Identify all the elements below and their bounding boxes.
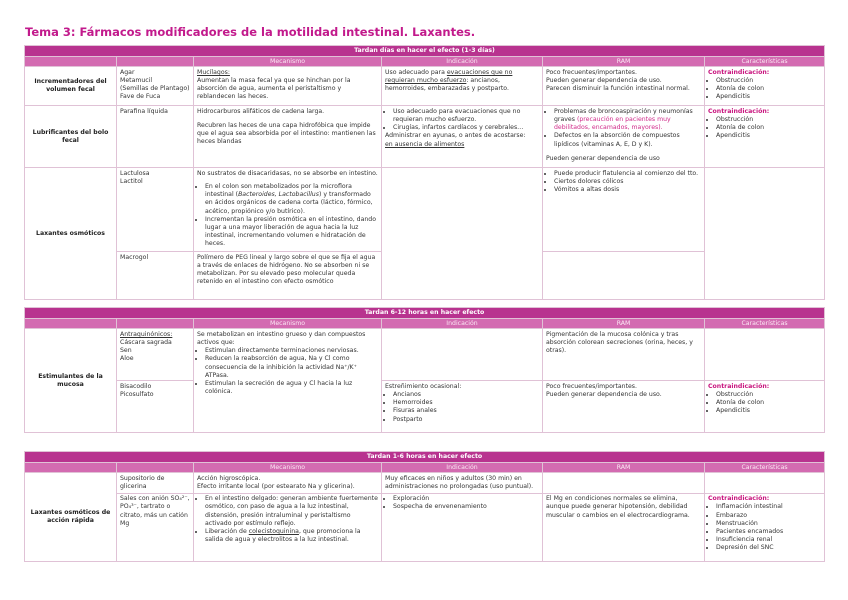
section-6-12-horas <box>24 307 824 433</box>
indicacion-cell: • Exploración • Sospecha de envenenamiento <box>382 493 543 561</box>
indicacion-cell <box>382 329 543 381</box>
group-name: Laxantes osmóticos <box>25 168 117 300</box>
mecanismo-cell: • En el intestino delgado: generan ambiente fuertemente osmótico, con paso de agua a la luz intestinal, distensión, presión intraluminal y peristaltismo activado por estímulo reflejo. • Liberación de colecistoquinina, que promociona la salida de agua y electrolitos a la luz intestinal. <box>194 493 382 561</box>
ram-cell <box>543 252 705 300</box>
table-row <box>25 106 825 168</box>
mecanismo-cell: Acción higroscópica. Efecto irritante local (por estearato Na y glicerina). <box>194 473 382 493</box>
mecanismo-cell: Se metabolizan en intestino grueso y dan compuestos activos que: • Estimulan directamente terminaciones nerviosas. • Reducen la reabsorción de agua, Na y Cl como consecuencia de la inhibición la actividad Na⁺/K⁺ ATPasa. • Estimulan la secreción de agua y Cl hacia la luz colónica. <box>194 329 382 433</box>
ram-cell: El Mg en condiciones normales se elimina, aunque puede generar hipotensión, debilidad muscular o cambios en el electrocardiograma. <box>543 493 705 561</box>
mecanismo-cell: Polímero de PEG lineal y largo sobre el que se fija el agua a través de enlaces de hidrógeno. No se absorben ni se metabolizan. Por su elevado peso molecular queda retenido en el intestino con efecto osmótico <box>194 252 382 300</box>
ram-cell: • Problemas de broncoaspiración y neumonías graves (precaución en pacientes muy debilitados, encamados, mayores). • Defectos en la absorción de compuestos lipídicos (vitaminas A, E, D y K). Pueden generar dependencia de uso <box>543 106 705 168</box>
header-caracteristicas: Características <box>705 57 825 67</box>
ram-cell: Poco frecuentes/importantes. Pueden generar dependencia de uso. Parecen disminuir la función intestinal normal. <box>543 67 705 106</box>
ram-cell: Poco frecuentes/importantes. Pueden generar dependencia de uso. <box>543 381 705 433</box>
indicacion-cell: Uso adecuado para evacuaciones que no requieran mucho esfuerzo: ancianos, hemorroides, embarazadas y postparto. <box>382 67 543 106</box>
drug-list: Antraquinónicos: Cáscara sagrada Sen Aloe <box>117 329 194 381</box>
drug-list: Supositorio de glicerina <box>117 473 194 493</box>
caracteristicas-cell <box>705 168 825 300</box>
header-ram: RAM <box>543 463 705 473</box>
table-row <box>25 493 825 561</box>
group-name: Laxantes osmóticos de acción rápida <box>25 473 117 561</box>
band-label: Tardan 1-6 horas en hacer efecto <box>25 452 825 463</box>
table-section-1 <box>24 45 825 300</box>
drug-list: Parafina líquida <box>117 106 194 168</box>
ram-cell <box>543 473 705 493</box>
indicacion-cell: Muy eficaces en niños y adultos (30 min) en administraciones no prolongadas (uso puntual). <box>382 473 543 493</box>
drug-list: Bisacodilo Picosulfato <box>117 381 194 433</box>
table-section-2 <box>24 307 825 433</box>
caracteristicas-cell <box>705 473 825 493</box>
section-1-6-horas <box>24 451 824 562</box>
header-ram: RAM <box>543 57 705 67</box>
drug-list: Agar Metamucil (Semillas de Plantago) Fave de Fuca <box>117 67 194 106</box>
indicacion-cell: Estreñimiento ocasional: • Ancianos • Hemorroides • Fisuras anales • Postparto <box>382 381 543 433</box>
caracteristicas-cell: Contraindicación: • Inflamación intestinal • Embarazo • Menstruación • Pacientes encamados • Insuficiencia renal • Depresión del SNC <box>705 493 825 561</box>
mecanismo-cell: No sustratos de disacaridasas, no se absorbe en intestino. • En el colon son metabolizados por la microflora intestinal (Bacteroides, Lactobacillus) y transformado en ácidos orgánicos de cadena corta (láctico, fórmico, acético, propiónico y/o butírico). • Incrementan la presión osmótica en el intestino, dando lugar a una mayor liberación de agua hacia la luz intestinal, incrementando volumen e hidratación de heces. <box>194 168 382 252</box>
table-section-3 <box>24 451 825 562</box>
page-title: Tema 3: Fármacos modificadores de la motilidad intestinal. Laxantes. <box>25 25 476 39</box>
header-mecanismo: Mecanismo <box>194 463 382 473</box>
mecanismo-cell: Hidrocarburos alifáticos de cadena larga. Recubren las heces de una capa hidrofóbica que impide que el agua sea absorbida por el intestino: mantienen las heces blandas <box>194 106 382 168</box>
table-row <box>25 329 825 381</box>
band-label: Tardan 6-12 horas en hacer efecto <box>25 308 825 319</box>
header-mecanismo: Mecanismo <box>194 57 382 67</box>
caracteristicas-cell: Contraindicación: • Obstrucción • Atonía de colon • Apendicitis <box>705 106 825 168</box>
header-indicacion: Indicación <box>382 319 543 329</box>
table-row <box>25 473 825 493</box>
caracteristicas-cell: Contraindicación: • Obstrucción • Atonía de colon • Apendicitis <box>705 67 825 106</box>
header-caracteristicas: Características <box>705 319 825 329</box>
indicacion-cell <box>382 168 543 300</box>
band-label: Tardan días en hacer el efecto (1-3 días) <box>25 46 825 57</box>
group-name: Estimulantes de la mucosa <box>25 329 117 433</box>
ram-cell: • Puede producir flatulencia al comienzo del tto. • Ciertos dolores cólicos • Vómitos a altas dosis <box>543 168 705 252</box>
table-row <box>25 67 825 106</box>
header-caracteristicas: Características <box>705 463 825 473</box>
drug-list: Sales con anión SO₄²⁻, PO₄³⁻, tartrato o citrato, más un catión Mg <box>117 493 194 561</box>
table-row <box>25 168 825 252</box>
group-name: Lubrificantes del bolo fecal <box>25 106 117 168</box>
mecanismo-cell: Mucílagos: Aumentan la masa fecal ya que se hinchan por la absorción de agua, aumenta el peristaltismo y reblandecen las heces. <box>194 67 382 106</box>
header-indicacion: Indicación <box>382 463 543 473</box>
header-mecanismo: Mecanismo <box>194 319 382 329</box>
ram-cell: Pigmentación de la mucosa colónica y tras absorción colorean secreciones (orina, heces, y otras). <box>543 329 705 381</box>
caracteristicas-cell: Contraindicación: • Obstrucción • Atonía de colon • Apendicitis <box>705 381 825 433</box>
caracteristicas-cell <box>705 329 825 381</box>
drug-list: Lactulosa Lactitol <box>117 168 194 252</box>
indicacion-cell: • Uso adecuado para evacuaciones que no requieran mucho esfuerzo. • Cirugías, infartos cardíacos y cerebrales… Administrar en ayunas, o antes de acostarse: en ausencia de alimentos <box>382 106 543 168</box>
table-row <box>25 381 825 433</box>
section-1-3-dias <box>24 45 824 300</box>
header-ram: RAM <box>543 319 705 329</box>
group-name: Incrementadores del volumen fecal <box>25 67 117 106</box>
header-indicacion: Indicación <box>382 57 543 67</box>
drug-list: Macrogol <box>117 252 194 300</box>
